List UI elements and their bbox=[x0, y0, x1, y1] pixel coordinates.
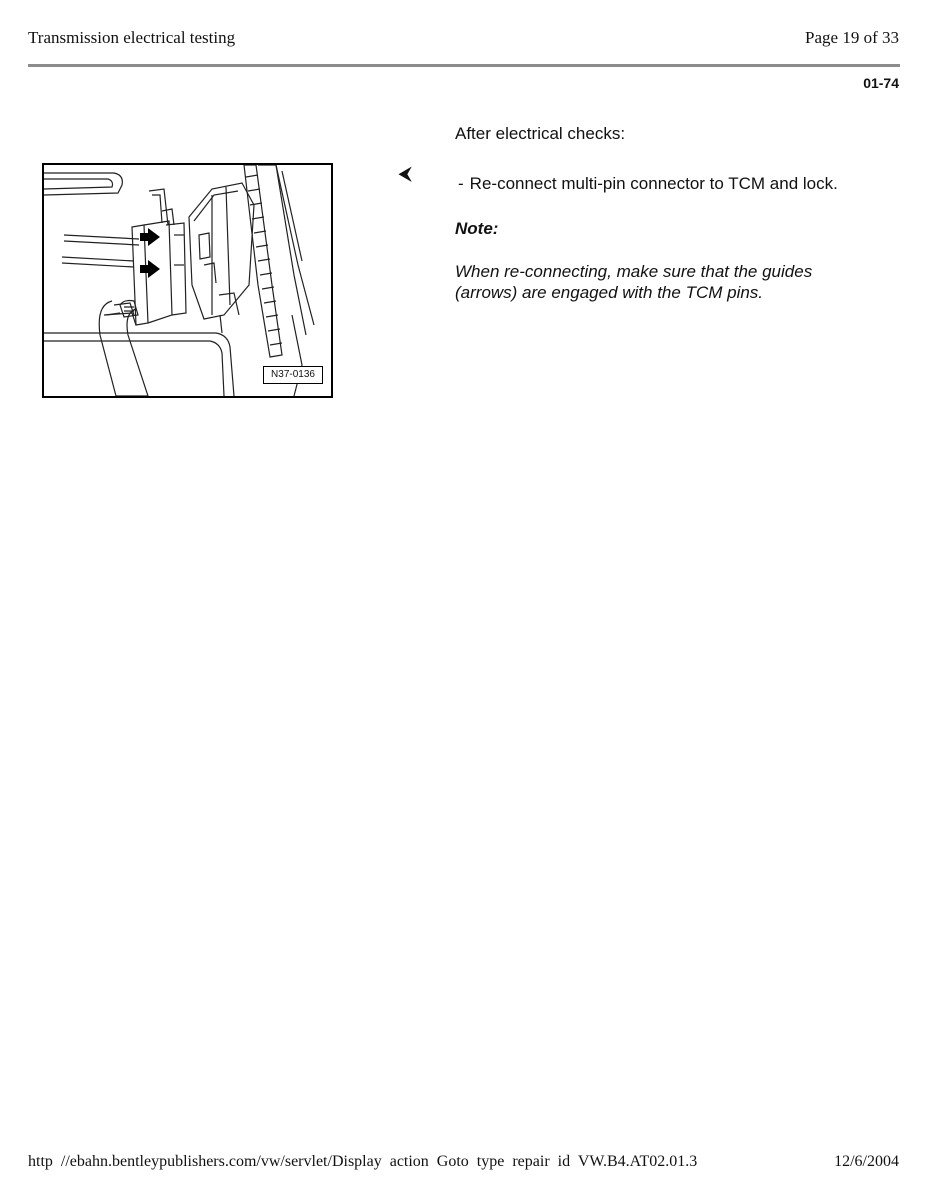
header-divider bbox=[28, 64, 900, 67]
document-title: Transmission electrical testing bbox=[28, 28, 236, 47]
connector-drawing bbox=[44, 165, 331, 396]
footer-date: 12/6/2004 bbox=[834, 1153, 899, 1170]
note-text: When re-connecting, make sure that the guides (arrows) are engaged with the TCM pins. bbox=[455, 262, 813, 302]
footer-url: http //ebahn.bentleypublishers.com/vw/servlet/Display action Goto type repair id VW.B4.AT02.01.3 bbox=[28, 1153, 698, 1170]
step-item bbox=[458, 174, 838, 194]
intro-text: After electrical checks: bbox=[455, 124, 626, 143]
page-number: Page 19 of 33 bbox=[805, 28, 899, 47]
figure-pointer-icon: ⮜ bbox=[399, 164, 412, 184]
step-dash: - bbox=[458, 174, 464, 193]
section-code: 01-74 bbox=[863, 75, 899, 91]
step-text: Re-connect multi-pin connector to TCM and lock. bbox=[469, 174, 838, 193]
note-heading: Note: bbox=[455, 219, 499, 238]
figure-label: N37-0136 bbox=[263, 366, 323, 384]
connector-illustration bbox=[42, 163, 333, 398]
